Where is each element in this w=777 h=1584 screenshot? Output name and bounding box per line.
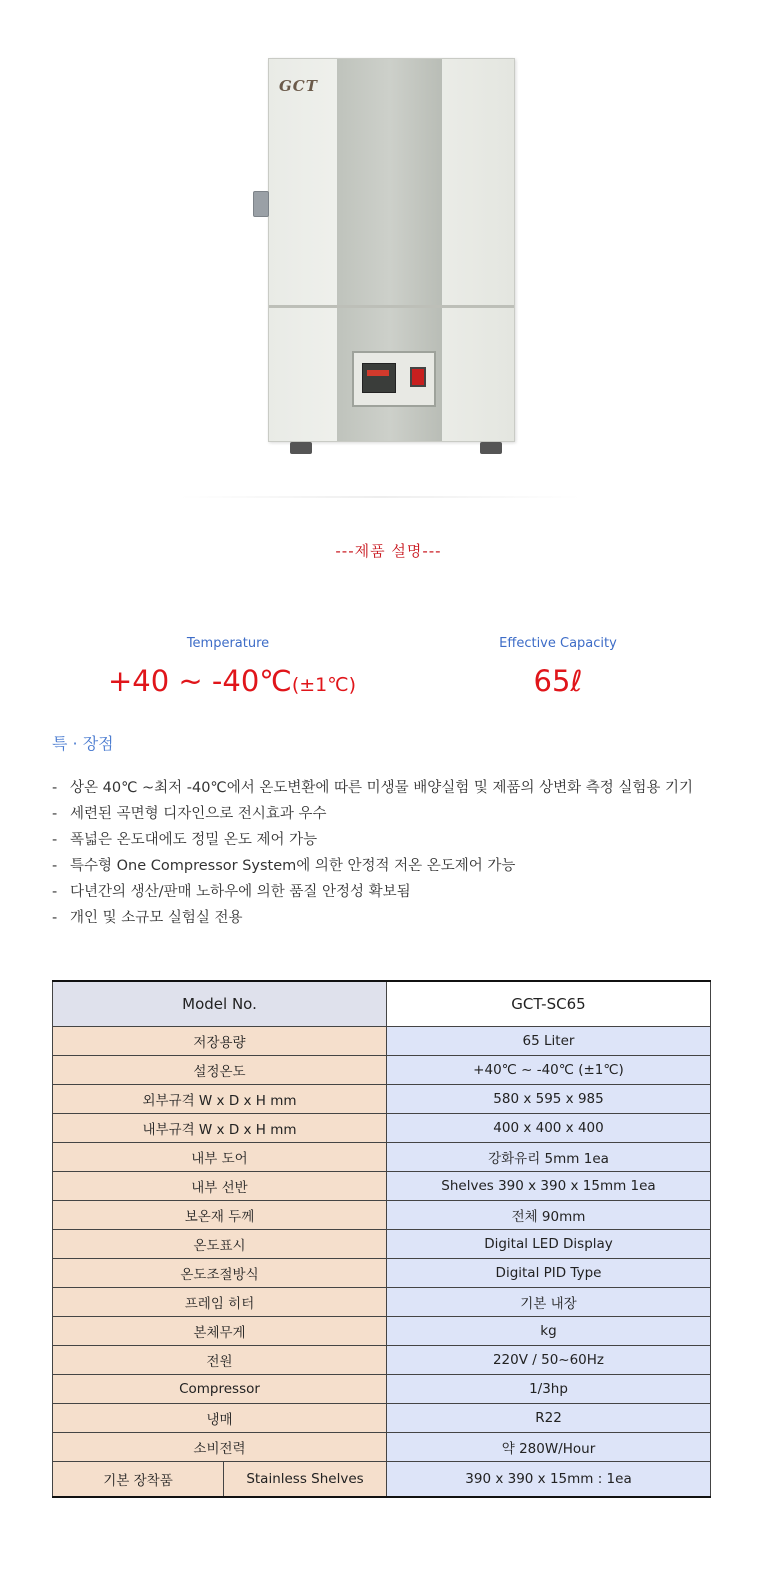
table-row bbox=[53, 1085, 711, 1114]
temperature-value bbox=[72, 664, 392, 698]
row-value: Digital PID Type bbox=[387, 1259, 711, 1288]
table-row bbox=[53, 1143, 711, 1172]
table-row bbox=[53, 1288, 711, 1317]
row-label: 보온재 두께 bbox=[53, 1201, 387, 1230]
row-label: 온도표시 bbox=[53, 1230, 387, 1259]
table-row bbox=[53, 1375, 711, 1404]
capacity-value: 65ℓ bbox=[533, 664, 583, 698]
power-switch bbox=[410, 367, 426, 387]
temperature-tolerance: (±1℃) bbox=[291, 674, 357, 696]
table-row bbox=[53, 1172, 711, 1201]
row-value: +40℃ ~ -40℃ (±1℃) bbox=[387, 1056, 711, 1085]
table-row bbox=[53, 1433, 711, 1462]
row-label: 내부 선반 bbox=[53, 1172, 387, 1201]
row-value: Digital LED Display bbox=[387, 1230, 711, 1259]
table-row bbox=[53, 1346, 711, 1375]
feature-item: - 폭넓은 온도대에도 정밀 온도 제어 가능 bbox=[52, 827, 732, 853]
table-row bbox=[53, 1027, 711, 1056]
temperature-label: Temperature bbox=[186, 636, 270, 651]
row-value: R22 bbox=[387, 1404, 711, 1433]
row-label: 전원 bbox=[53, 1346, 387, 1375]
caster-right bbox=[480, 442, 502, 454]
accessories-sub-label: Stainless Shelves bbox=[224, 1462, 387, 1498]
row-value: 기본 내장 bbox=[387, 1288, 711, 1317]
row-label: 외부규격 W x D x H mm bbox=[53, 1085, 387, 1114]
temperature-range: +40 ~ -40℃ bbox=[107, 664, 292, 698]
table-row bbox=[53, 1404, 711, 1433]
table-row bbox=[53, 1259, 711, 1288]
door-handle bbox=[253, 191, 269, 217]
row-value: 580 x 595 x 985 bbox=[387, 1085, 711, 1114]
header-value: GCT-SC65 bbox=[387, 981, 711, 1027]
row-label: 내부규격 W x D x H mm bbox=[53, 1114, 387, 1143]
row-label: 냉매 bbox=[53, 1404, 387, 1433]
row-value: Shelves 390 x 390 x 15mm 1ea bbox=[387, 1172, 711, 1201]
features-list bbox=[52, 775, 732, 931]
row-value: 220V / 50~60Hz bbox=[387, 1346, 711, 1375]
table-row bbox=[53, 1317, 711, 1346]
row-label: Compressor bbox=[53, 1375, 387, 1404]
brand-logo: GCT bbox=[279, 77, 318, 95]
row-label: 설정온도 bbox=[53, 1056, 387, 1085]
temperature-display bbox=[362, 363, 396, 393]
row-value: 강화유리 5mm 1ea bbox=[387, 1143, 711, 1172]
capacity-label: Effective Capacity bbox=[499, 636, 617, 651]
feature-item: - 개인 및 소규모 실험실 전용 bbox=[52, 905, 732, 931]
table-row-accessories bbox=[53, 1462, 711, 1498]
accessories-label: 기본 장착품 bbox=[53, 1462, 224, 1498]
accessories-value: 390 x 390 x 15mm : 1ea bbox=[387, 1462, 711, 1498]
table-row bbox=[53, 1201, 711, 1230]
cabinet-divider bbox=[269, 305, 514, 308]
header-label: Model No. bbox=[53, 981, 387, 1027]
row-value: 1/3hp bbox=[387, 1375, 711, 1404]
product-image bbox=[240, 50, 530, 510]
row-label: 프레임 히터 bbox=[53, 1288, 387, 1317]
table-header-row bbox=[53, 981, 711, 1027]
incubator-cabinet bbox=[268, 58, 515, 442]
row-label: 온도조절방식 bbox=[53, 1259, 387, 1288]
feature-item: - 세련된 곡면형 디자인으로 전시효과 우수 bbox=[52, 801, 732, 827]
floor-shadow bbox=[180, 496, 580, 498]
table-row bbox=[53, 1114, 711, 1143]
control-panel bbox=[352, 351, 436, 407]
row-value: 65 Liter bbox=[387, 1027, 711, 1056]
feature-item: - 특수형 One Compressor System에 의한 안정적 저온 온도제어 가능 bbox=[52, 853, 732, 879]
row-label: 본체무게 bbox=[53, 1317, 387, 1346]
row-value: kg bbox=[387, 1317, 711, 1346]
feature-item: - 상온 40℃ ~최저 -40℃에서 온도변환에 따른 미생물 배양실험 및 제품의 상변화 측정 실험용 기기 bbox=[52, 775, 732, 801]
row-value: 전체 90mm bbox=[387, 1201, 711, 1230]
table-row bbox=[53, 1056, 711, 1085]
row-label: 내부 도어 bbox=[53, 1143, 387, 1172]
row-value: 약 280W/Hour bbox=[387, 1433, 711, 1462]
table-row bbox=[53, 1230, 711, 1259]
features-title: 특 · 장점 bbox=[52, 734, 114, 753]
section-title: ---제품 설명--- bbox=[335, 542, 442, 560]
row-label: 저장용량 bbox=[53, 1027, 387, 1056]
row-label: 소비전력 bbox=[53, 1433, 387, 1462]
spec-table bbox=[52, 980, 711, 1498]
caster-left bbox=[290, 442, 312, 454]
row-value: 400 x 400 x 400 bbox=[387, 1114, 711, 1143]
feature-item: - 다년간의 생산/판매 노하우에 의한 품질 안정성 확보됨 bbox=[52, 879, 732, 905]
